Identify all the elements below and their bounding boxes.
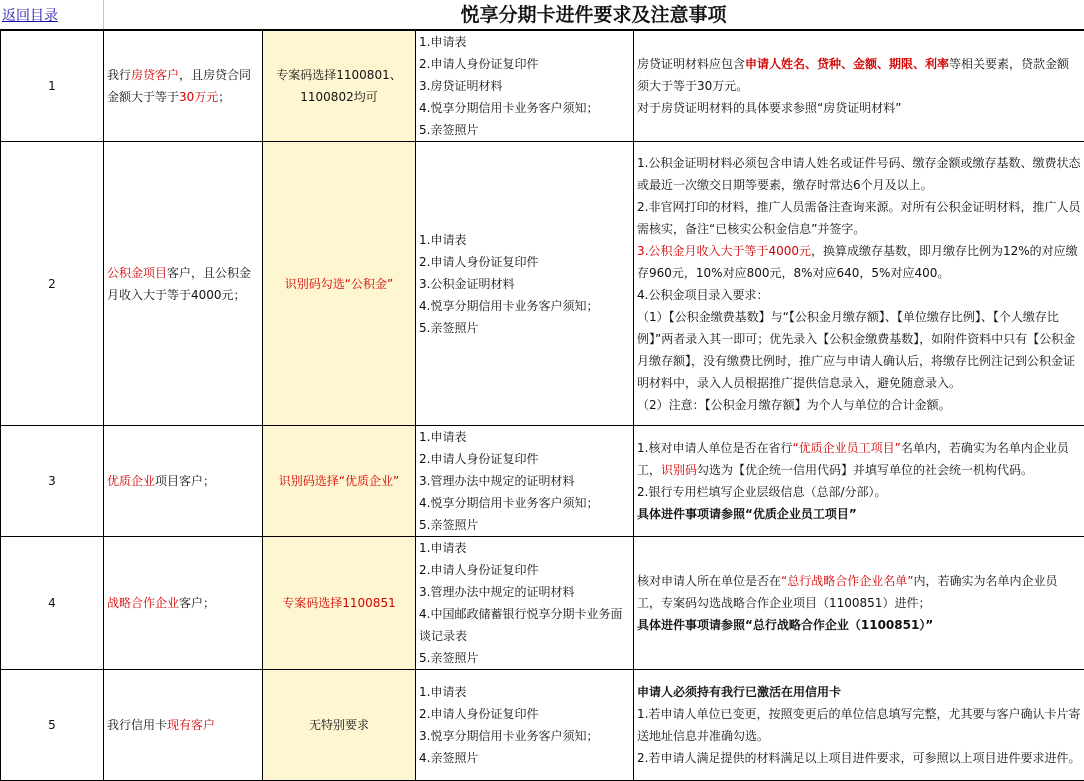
note-paragraph <box>637 570 1081 614</box>
back-to-contents-link[interactable]: 返回目录 <box>2 5 58 25</box>
note-text-run: 1.核对申请人单位是否在省行 <box>637 441 792 455</box>
note-text-run: 3.公积金月收入大于等于4000元 <box>637 244 811 258</box>
table-row <box>1 670 1084 781</box>
document-item: 2.申请人身份证复印件 <box>419 251 630 273</box>
note-text-run: “优质企业员工项目” <box>792 441 900 455</box>
note-paragraph <box>637 97 1081 119</box>
customer-text-run: ； <box>218 90 230 104</box>
customer-text-run: 优质企业 <box>107 474 155 488</box>
note-paragraph <box>637 152 1081 196</box>
row-number: 3 <box>1 426 104 537</box>
note-text-run: 具体进件事项请参照“总行战略合作企业（1100851）” <box>637 618 933 632</box>
code-requirement-cell <box>263 670 416 781</box>
note-paragraph <box>637 196 1081 240</box>
note-text-run: 申请人必须持有我行已激活在用信用卡 <box>637 685 841 699</box>
code-text-run: 无特别要求 <box>309 718 369 732</box>
table-row <box>1 426 1084 537</box>
code-text-run: 专案码选择1100801、1100802均可 <box>276 68 401 104</box>
note-paragraph <box>637 437 1081 481</box>
customer-text-run: 我行信用卡 <box>107 718 167 732</box>
customer-text-run: ，且房贷合同金额大于等于 <box>107 68 251 104</box>
note-paragraph <box>637 681 1081 703</box>
row-number: 4 <box>1 537 104 670</box>
note-text-run: 对于房贷证明材料的具体要求参照“房贷证明材料” <box>637 101 901 115</box>
document-item: 1.申请表 <box>419 31 630 53</box>
required-documents-cell <box>416 670 634 781</box>
note-paragraph <box>637 703 1081 747</box>
note-paragraph <box>637 53 1081 97</box>
row-number: 2 <box>1 142 104 426</box>
document-item: 5.亲签照片 <box>419 647 630 669</box>
document-item: 3.公积金证明材料 <box>419 273 630 295</box>
note-text-run: （2）注意：【公积金月缴存额】为个人与单位的合计金额。 <box>637 398 951 412</box>
document-item: 5.亲签照片 <box>419 119 630 141</box>
customer-type-cell <box>104 426 263 537</box>
document-item: 4.悦享分期信用卡业务客户须知； <box>419 492 630 514</box>
note-text-run: （1）【公积金缴费基数】与“【公积金月缴存额】、【单位缴存比例】、【个人缴存比例】”两者录入其一即可；优先录入【公积金缴费基数】，如附件资料中只有【公积金月缴存额】，没有缴费比例时，推广应与申请人确认后，将缴存比例注记到公积金证明材料中，录入人员根据推广提供信息录入，避免随意录入。 <box>637 310 1075 390</box>
customer-type-cell <box>104 670 263 781</box>
document-item: 3.管理办法中规定的证明材料 <box>419 470 630 492</box>
required-documents-cell <box>416 142 634 426</box>
note-paragraph <box>637 614 1081 636</box>
note-text-run: 1.若申请人单位已变更，按照变更后的单位信息填写完整，尤其要与客户确认卡片寄送地址信息并准确勾选。 <box>637 707 1080 743</box>
notes-cell <box>634 142 1084 426</box>
customer-text-run: 我行 <box>107 68 131 82</box>
document-item: 4.悦享分期信用卡业务客户须知； <box>419 97 630 119</box>
customer-type-cell <box>104 31 263 142</box>
code-requirement-cell <box>263 537 416 670</box>
note-paragraph <box>637 394 1081 416</box>
note-text-run: 勾选为【优企统一信用代码】并填写单位的社会统一机构代码。 <box>697 463 1033 477</box>
note-paragraph <box>637 306 1081 394</box>
customer-text-run: 项目客户； <box>155 474 215 488</box>
required-documents-cell <box>416 537 634 670</box>
document-item: 2.申请人身份证复印件 <box>419 559 630 581</box>
note-text-run: 内，若确实为名单内企业员工，专案码勾选战略合作企业项目（1100851）进件； <box>637 574 1057 610</box>
header-bar <box>0 0 1084 30</box>
note-text-run: 识别码 <box>661 463 697 477</box>
note-text-run: 1.公积金证明材料必须包含申请人姓名或证件号码、缴存金额或缴存基数、缴费状态或最近一次缴交日期等要素，缴存时常达6个月及以上。 <box>637 156 1080 192</box>
document-item: 3.悦享分期信用卡业务客户须知； <box>419 725 630 747</box>
document-item: 2.申请人身份证复印件 <box>419 53 630 75</box>
notes-cell <box>634 31 1084 142</box>
table-row <box>1 142 1084 426</box>
required-documents-cell <box>416 31 634 142</box>
note-text-run: 名单内，若确实为名单内企业员工， <box>637 441 1069 477</box>
code-text-run: 识别码勾选“公积金” <box>285 277 393 291</box>
note-text-run: 等相关要素，贷款金额须大于等于30万元。 <box>637 57 1069 93</box>
document-item: 1.申请表 <box>419 537 630 559</box>
document-item: 2.申请人身份证复印件 <box>419 703 630 725</box>
document-item: 5.亲签照片 <box>419 514 630 536</box>
code-requirement-cell <box>263 31 416 142</box>
code-text-run: 专案码选择1100851 <box>282 596 395 610</box>
note-text-run: ，换算成缴存基数，即月缴存比例为12%的对应缴存960元，10%对应800元，8%对应640，5%对应400。 <box>637 244 1078 280</box>
document-item: 2.申请人身份证复印件 <box>419 448 630 470</box>
customer-text-run: 客户； <box>179 596 215 610</box>
customer-text-run: 客户，且公积金月收入大于等于4000元； <box>107 266 251 302</box>
document-item: 5.亲签照片 <box>419 317 630 339</box>
note-text-run: 具体进件事项请参照“优质企业员工项目” <box>637 507 857 521</box>
document-item: 4.亲签照片 <box>419 747 630 769</box>
document-item: 3.房贷证明材料 <box>419 75 630 97</box>
note-paragraph <box>637 240 1081 284</box>
page-title: 悦享分期卡进件要求及注意事项 <box>460 4 726 26</box>
title-cell <box>103 0 1084 30</box>
note-paragraph <box>637 481 1081 503</box>
customer-text-run: 战略合作企业 <box>107 596 179 610</box>
back-link-cell <box>0 0 104 30</box>
requirements-table <box>0 30 1084 781</box>
row-number: 1 <box>1 31 104 142</box>
document-item: 4.中国邮政储蓄银行悦享分期卡业务面谈记录表 <box>419 603 630 647</box>
code-text-run: 识别码选择“优质企业” <box>279 474 399 488</box>
customer-type-cell <box>104 142 263 426</box>
document-item: 4.悦享分期信用卡业务客户须知； <box>419 295 630 317</box>
note-text-run: 2.若申请人满足提供的材料满足以上项目进件要求，可参照以上项目进件要求进件。 <box>637 751 1080 765</box>
required-documents-cell <box>416 426 634 537</box>
notes-cell <box>634 670 1084 781</box>
document-item: 3.管理办法中规定的证明材料 <box>419 581 630 603</box>
customer-text-run: 30万元 <box>179 90 218 104</box>
customer-text-run: 房贷客户 <box>131 68 179 82</box>
note-text-run: 申请人姓名、贷种、金额、期限、利率 <box>745 57 949 71</box>
customer-type-cell <box>104 537 263 670</box>
note-text-run: “总行战略合作企业名单” <box>781 574 913 588</box>
table-row <box>1 31 1084 142</box>
note-text-run: 核对申请人所在单位是否在 <box>637 574 781 588</box>
customer-text-run: 现有客户 <box>167 718 215 732</box>
note-text-run: 房贷证明材料应包含 <box>637 57 745 71</box>
document-item: 1.申请表 <box>419 229 630 251</box>
notes-cell <box>634 426 1084 537</box>
note-text-run: 4.公积金项目录入要求： <box>637 288 768 302</box>
document-item: 1.申请表 <box>419 681 630 703</box>
note-paragraph <box>637 747 1081 769</box>
code-requirement-cell <box>263 426 416 537</box>
note-paragraph <box>637 284 1081 306</box>
notes-cell <box>634 537 1084 670</box>
code-requirement-cell <box>263 142 416 426</box>
table-row <box>1 537 1084 670</box>
note-text-run: 2.银行专用栏填写企业层级信息（总部/分部）。 <box>637 485 887 499</box>
note-text-run: 2.非官网打印的材料，推广人员需备注查询来源。对所有公积金证明材料，推广人员需核实，备注“已核实公积金信息”并签字。 <box>637 200 1080 236</box>
row-number: 5 <box>1 670 104 781</box>
document-item: 1.申请表 <box>419 426 630 448</box>
note-paragraph <box>637 503 1081 525</box>
customer-text-run: 公积金项目 <box>107 266 167 280</box>
